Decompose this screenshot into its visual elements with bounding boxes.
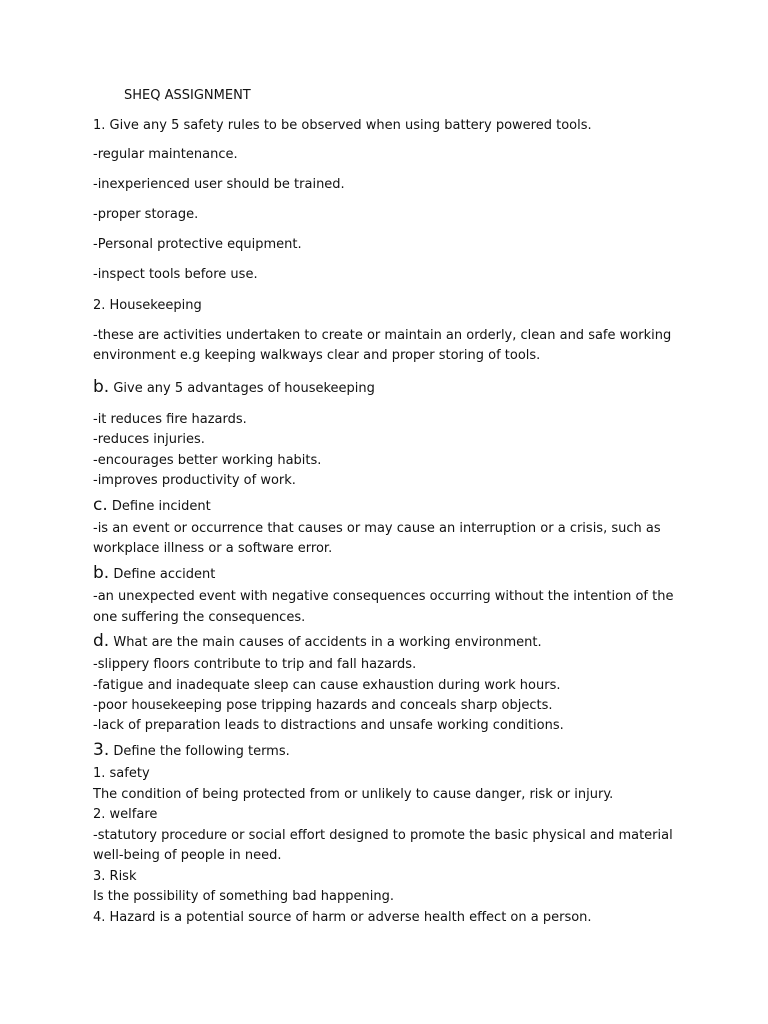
question-2b-letter: b.: [93, 377, 110, 397]
q1-answer-3: -proper storage.: [93, 207, 199, 222]
question-2d-letter: d.: [93, 631, 110, 651]
q2d-answer-3: -poor housekeeping pose tripping hazards and conceals sharp objects.: [93, 698, 553, 713]
question-2b-accident-letter: b.: [93, 563, 110, 583]
q2b-answer-1: -it reduces fire hazards.: [93, 412, 247, 427]
incident-definition-line-2: workplace illness or a software error.: [93, 541, 333, 556]
q1-answer-5: -inspect tools before use.: [93, 267, 258, 282]
question-2b: [93, 379, 375, 397]
q2b-answer-3: -encourages better working habits.: [93, 453, 322, 468]
accident-definition-line-1: -an unexpected event with negative consequences occurring without the intention of the: [93, 589, 674, 604]
question-2c-letter: c.: [93, 495, 108, 515]
question-1: 1. Give any 5 safety rules to be observed when using battery powered tools.: [93, 118, 592, 133]
q2d-answer-1: -slippery floors contribute to trip and fall hazards.: [93, 657, 417, 672]
q2b-answer-4: -improves productivity of work.: [93, 473, 296, 488]
q2d-answer-4: -lack of preparation leads to distractions and unsafe working conditions.: [93, 718, 564, 733]
question-3-text: Define the following terms.: [109, 744, 290, 759]
question-3-number: 3.: [93, 740, 110, 760]
question-2c-text: Define incident: [107, 499, 211, 514]
q2b-answer-2: -reduces injuries.: [93, 432, 205, 447]
incident-definition-line-1: -is an event or occurrence that causes or may cause an interruption or a crisis, such as: [93, 521, 661, 536]
document-title: SHEQ ASSIGNMENT: [124, 88, 251, 103]
accident-definition-line-2: one suffering the consequences.: [93, 610, 306, 625]
term-welfare-label: 2. welfare: [93, 807, 158, 822]
question-2b-accident-text: Define accident: [109, 567, 216, 582]
question-2-heading: 2. Housekeeping: [93, 298, 202, 313]
q2d-answer-2: -fatigue and inadequate sleep can cause exhaustion during work hours.: [93, 678, 561, 693]
question-2d: [93, 633, 542, 651]
term-risk-label: 3. Risk: [93, 869, 137, 884]
housekeeping-definition-line-1: -these are activities undertaken to create or maintain an orderly, clean and safe working: [93, 328, 672, 343]
q1-answer-2: -inexperienced user should be trained.: [93, 177, 345, 192]
term-safety-definition: The condition of being protected from or unlikely to cause danger, risk or injury.: [93, 787, 614, 802]
term-risk-definition: Is the possibility of something bad happening.: [93, 889, 394, 904]
q1-answer-1: -regular maintenance.: [93, 147, 238, 162]
term-welfare-definition-line-2: well-being of people in need.: [93, 848, 282, 863]
housekeeping-definition-line-2: environment e.g keeping walkways clear and proper storing of tools.: [93, 348, 541, 363]
question-3: [93, 742, 290, 760]
question-2b-accident: [93, 565, 215, 583]
q1-answer-4: -Personal protective equipment.: [93, 237, 302, 252]
term-welfare-definition-line-1: -statutory procedure or social effort designed to promote the basic physical and material: [93, 828, 673, 843]
question-2c: [93, 497, 211, 515]
term-hazard-definition: 4. Hazard is a potential source of harm or adverse health effect on a person.: [93, 910, 592, 925]
term-safety-label: 1. safety: [93, 766, 150, 781]
question-2b-text: Give any 5 advantages of housekeeping: [109, 381, 375, 396]
question-2d-text: What are the main causes of accidents in a working environment.: [109, 635, 542, 650]
